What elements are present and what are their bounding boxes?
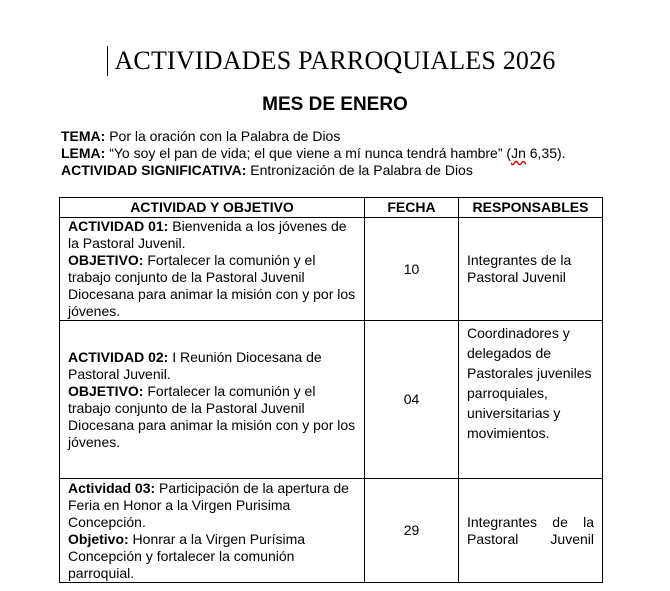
responsables-cell: Integrantes de la Pastoral Juvenil	[459, 479, 603, 583]
responsables-cell: Integrantes de la Pastoral Juvenil	[459, 218, 603, 321]
tema-label: TEMA:	[61, 128, 106, 144]
header-fecha: FECHA	[365, 198, 459, 218]
lema-text: “Yo soy el pan de vida; el que viene a mí nunca tendrá hambre” (	[105, 145, 512, 161]
fecha-cell: 10	[365, 218, 459, 321]
actividad-significativa-line	[61, 162, 473, 179]
lema-label: LEMA:	[61, 145, 106, 161]
activity-cell	[60, 218, 365, 321]
activity-label: ACTIVIDAD 02:	[68, 348, 169, 365]
activity-text: I Reunión Diocesana de Pastoral Juvenil.	[68, 348, 322, 382]
table-header-row	[60, 198, 603, 218]
activity-text: Participación de la apertura de Feria en Honor a la Virgen Purisima Concepción.	[68, 479, 349, 530]
objective-label: Objetivo:	[68, 530, 129, 547]
activity-cell	[60, 479, 365, 583]
objective-text: Fortalecer la comunión y el trabajo conjunto de la Pastoral Juvenil Diocesana para animar la misión con y por los jóvenes.	[68, 252, 356, 319]
responsables-cell: Coordinadores y delegados de Pastorales juveniles parroquiales, universitarias y movimientos.	[459, 321, 603, 479]
activity-label: Actividad 03:	[68, 479, 156, 496]
objective-label: OBJETIVO:	[68, 252, 144, 268]
actividad-significativa-label: ACTIVIDAD SIGNIFICATIVA:	[61, 162, 247, 178]
table-row	[60, 321, 603, 479]
actividad-significativa-text: Entronización de la Palabra de Dios	[246, 162, 473, 178]
activity-text: Bienvenida a los jóvenes de la Pastoral Juvenil.	[68, 218, 347, 251]
document-title: ACTIVIDADES PARROQUIALES 2026	[114, 46, 556, 75]
fecha-cell: 29	[365, 479, 459, 583]
activities-table	[59, 197, 603, 583]
lema-reference: Jn	[511, 145, 526, 161]
objective-label: OBJETIVO:	[68, 382, 144, 399]
document-subtitle: MES DE ENERO	[262, 94, 408, 115]
tema-text: Por la oración con la Palabra de Dios	[105, 128, 341, 144]
fecha-cell: 04	[365, 321, 459, 479]
objective-text: Fortalecer la comunión y el trabajo conjunto de la Pastoral Juvenil Diocesana para animar la misión con y por los jóvenes.	[68, 382, 356, 450]
lema-line	[61, 145, 566, 162]
objective-text: Honrar a la Virgen Purísima Concepción y fortalecer la comunión parroquial.	[68, 530, 306, 581]
table-row	[60, 479, 603, 583]
header-responsables: RESPONSABLES	[459, 198, 603, 218]
activity-cell	[60, 321, 365, 479]
tema-line	[61, 128, 340, 145]
lema-end: 6,35).	[525, 145, 566, 161]
header-actividad-objetivo: ACTIVIDAD Y OBJETIVO	[60, 198, 365, 218]
table-row	[60, 218, 603, 321]
activity-label: ACTIVIDAD 01:	[68, 218, 169, 234]
